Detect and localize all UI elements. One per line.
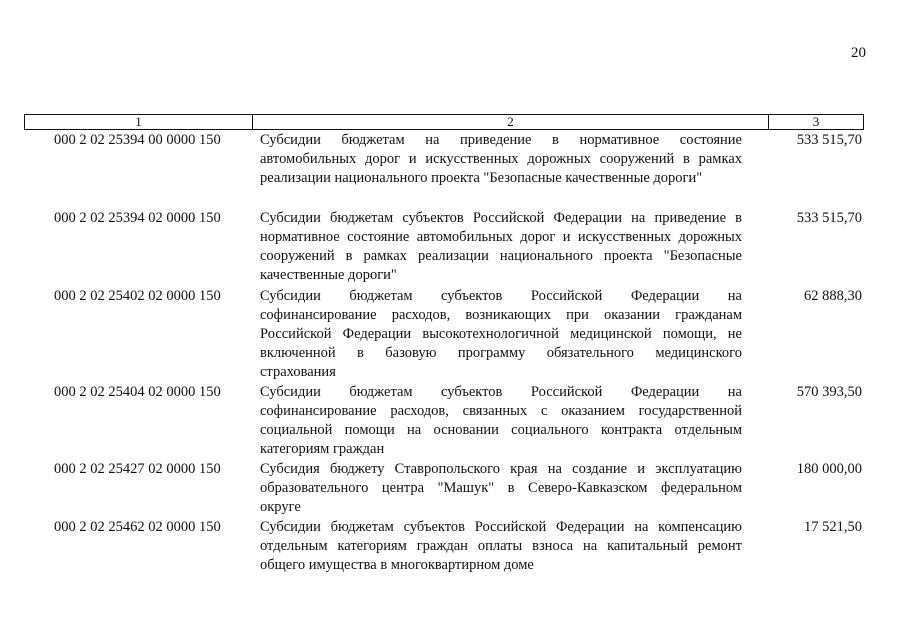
- description-line: софинансирование расходов, связанных с оказанием государственной: [260, 403, 742, 419]
- description-line: категориям граждан: [260, 441, 385, 457]
- table-header: [24, 114, 864, 130]
- table-row: [24, 131, 864, 209]
- description-line: Субсидии бюджетам субъектов Российской Федерации на: [260, 384, 742, 400]
- description-line: Российской Федерации высокотехнологичной медицинской помощи, не: [260, 326, 742, 342]
- description-line: округе: [260, 499, 301, 515]
- description-line: Субсидии бюджетам субъектов Российской Федерации на: [260, 288, 742, 304]
- table-row: [24, 460, 864, 518]
- description-line: включенной в базовую программу обязательного медицинского: [260, 345, 742, 361]
- row-description: [260, 209, 742, 287]
- budget-code: 000 2 02 25404 02 0000 150: [54, 384, 221, 400]
- description-line: нормативное состояние автомобильных дорог и искусственных дорожных: [260, 229, 742, 245]
- description-line: Субсидии бюджетам на приведение в нормативное состояние: [260, 132, 742, 148]
- budget-table: [24, 114, 864, 576]
- budget-code: 000 2 02 25394 00 0000 150: [54, 132, 221, 148]
- budget-code: 000 2 02 25402 02 0000 150: [54, 288, 221, 304]
- description-line: реализации национального проекта "Безопасные качественные дороги": [260, 170, 703, 186]
- budget-code: 000 2 02 25394 02 0000 150: [54, 210, 221, 226]
- description-line: страхования: [260, 364, 336, 380]
- table-row: [24, 287, 864, 383]
- table-row: [24, 383, 864, 460]
- description-line: образовательного центра "Машук" в Северо-Кавказском федеральном: [260, 480, 742, 496]
- page-number: 20: [851, 45, 866, 61]
- description-line: Субсидия бюджету Ставропольского края на создание и эксплуатацию: [260, 461, 742, 477]
- amount-value: 570 393,50: [796, 384, 862, 400]
- row-description: [260, 131, 742, 209]
- budget-code: 000 2 02 25427 02 0000 150: [54, 461, 221, 477]
- description-line: сооружений в рамках реализации национального проекта "Безопасные: [260, 248, 742, 264]
- description-line: софинансирование расходов, возникающих при оказании гражданам: [260, 307, 742, 323]
- description-line: социальной помощи на основании социального контракта отдельным: [260, 422, 742, 438]
- description-line: Субсидии бюджетам субъектов Российской Федерации на приведение в: [260, 210, 742, 226]
- row-description: [260, 287, 742, 383]
- amount-value: 533 515,70: [796, 132, 862, 148]
- column-header-2: 2: [253, 115, 769, 129]
- table-row: [24, 209, 864, 287]
- amount-value: 17 521,50: [804, 519, 862, 535]
- row-description: [260, 518, 742, 576]
- amount-value: 180 000,00: [796, 461, 862, 477]
- description-line: Субсидии бюджетам субъектов Российской Федерации на компенсацию: [260, 519, 742, 535]
- row-description: [260, 460, 742, 518]
- description-line: отдельным категориям граждан оплаты взноса на капитальный ремонт: [260, 538, 742, 554]
- description-line: автомобильных дорог и искусственных дорожных сооружений в рамках: [260, 151, 742, 167]
- column-header-1: 1: [25, 115, 253, 129]
- amount-value: 62 888,30: [804, 288, 862, 304]
- budget-code: 000 2 02 25462 02 0000 150: [54, 519, 221, 535]
- table-row: [24, 518, 864, 576]
- amount-value: 533 515,70: [796, 210, 862, 226]
- row-description: [260, 383, 742, 460]
- description-line: качественные дороги": [260, 267, 397, 283]
- description-line: общего имущества в многоквартирном доме: [260, 557, 534, 573]
- column-header-3: 3: [812, 114, 820, 129]
